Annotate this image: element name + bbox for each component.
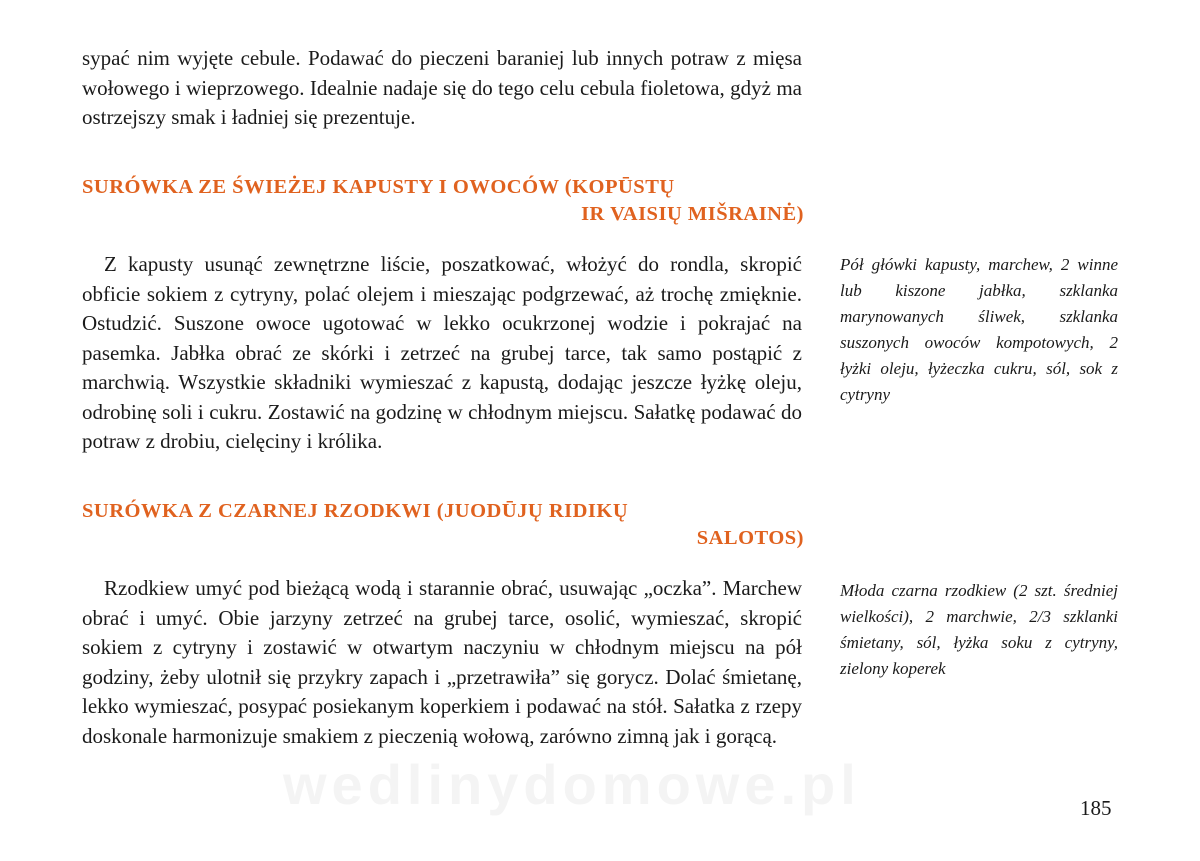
page-number: 185: [1080, 796, 1112, 820]
ingredients-black-radish-salad: Młoda czarna rzodkiew (2 szt. średniej wielkości), 2 marchwie, 2/3 szklanki śmietany, sól, łyżka soku z cytryny, zielony koperek: [840, 581, 1118, 678]
recipe-title-line: SALOTOS): [696, 527, 804, 549]
recipe-title-cabbage-salad: [82, 174, 804, 228]
recipe-title-line: SURÓWKA ZE ŚWIEŻEJ KAPUSTY I OWOCÓW (KOPŪSTŲ: [82, 176, 675, 198]
recipe-title-line: IR VAISIŲ MIŠRAINĖ): [581, 203, 804, 225]
recipe-title-black-radish-salad: [82, 498, 804, 552]
recipe-title-line: SURÓWKA Z CZARNEJ RZODKWI (JUODŪJŲ RIDIKŲ: [82, 500, 629, 522]
recipe-body-black-radish-salad: Rzodkiew umyć pod bieżącą wodą i starannie obrać, usuwając „oczka”. Marchew obrać i umyć. Obie jarzyny zetrzeć na grubej tarce, osolić, wymieszać, skropić sokiem z cytryny i zostawić w otwartym naczyniu w chłodnym miejscu na pół godziny, żeby ulotnił się przykry zapach i „przetrawiła” się gorycz. Dolać śmietanę, lekko wymieszać, posypać posiekanym koperkiem i podawać na stół. Sałatka z rzepy doskonale harmonizuje smakiem z pieczenią wołową, zarówno zimną jak i gorącą.: [82, 576, 802, 748]
intro-paragraph: sypać nim wyjęte cebule. Podawać do pieczeni baraniej lub innych potraw z mięsa wołowego i wieprzowego. Idealnie nadaje się do tego celu cebula fioletowa, gdyż ma ostrzejszy smak i ładniej się prezentuje.: [82, 46, 802, 129]
ingredients-cabbage-salad: Pół główki kapusty, marchew, 2 winne lub kiszone jabłka, szklanka marynowanych śliwek, szklanka suszonych owoców kompotowych, 2 łyżki oleju, łyżeczka cukru, sól, sok z cytryny: [840, 255, 1118, 404]
watermark: wedlinydomowe.pl: [283, 753, 861, 816]
recipe-body-cabbage-salad: Z kapusty usunąć zewnętrzne liście, poszatkować, włożyć do rondla, skropić obficie sokiem z cytryny, polać olejem i mieszając podgrzewać, aż trochę zmięknie. Ostudzić. Suszone owoce ugotować w lekko ocukrzonej wodzie i pokrajać na pasemka. Jabłka obrać ze skórki i zetrzeć na grubej tarce, tak samo postąpić z marchwią. Wszystkie składniki wymieszać z kapustą, dodając jeszcze łyżkę oleju, odrobinę soli i cukru. Zostawić na godzinę w chłodnym miejscu. Sałatkę podawać do potraw z drobiu, cielęciny i królika.: [82, 252, 802, 453]
